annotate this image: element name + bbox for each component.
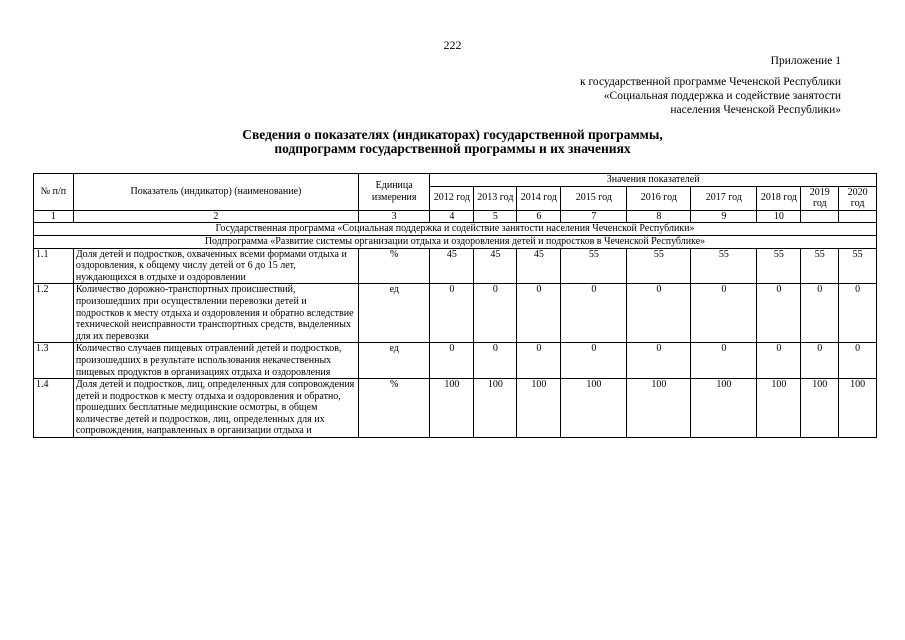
row-indicator: Количество случаев пищевых отравлений детей и подростков, произошедших в результате использования некачественных пищевых продуктов в организациях отдыха и оздоровления (73, 343, 358, 379)
column-number: 4 (430, 210, 474, 223)
column-number: 3 (359, 210, 430, 223)
column-number: 6 (517, 210, 561, 223)
row-value: 55 (691, 248, 757, 284)
row-value: 55 (801, 248, 839, 284)
table-row (34, 343, 877, 379)
column-number: 8 (627, 210, 691, 223)
column-number: 7 (561, 210, 627, 223)
row-value: 55 (561, 248, 627, 284)
row-value: 0 (801, 284, 839, 343)
column-number (839, 210, 877, 223)
header-year: 2014 год (517, 186, 561, 210)
row-value: 100 (627, 379, 691, 438)
header-year: 2019 год (801, 186, 839, 210)
row-value: 0 (474, 343, 517, 379)
row-value: 0 (430, 343, 474, 379)
row-value: 100 (801, 379, 839, 438)
row-value: 0 (757, 343, 801, 379)
row-indicator: Доля детей и подростков, лиц, определенных для сопровождения детей и подростков к месту отдыха и оздоровления и обратно, прошедших бесплатные медицинские осмотры, в общем количестве детей и подростков, лиц, определенных для их сопровождения, направленных в организации отдыха и (73, 379, 358, 438)
heading-line-2: подпрограмм государственной программы и их значениях (274, 141, 631, 156)
row-indicator: Доля детей и подростков, охваченных всеми формами отдыха и оздоровления, к общему числу детей от 6 до 15 лет, нуждающихся в отдыхе и оздоровлении (73, 248, 358, 284)
table-row (34, 248, 877, 284)
header-year: 2020 год (839, 186, 877, 210)
row-value: 0 (561, 343, 627, 379)
table-row (34, 284, 877, 343)
annex-line-1: к государственной программе Чеченской Республики (580, 76, 841, 88)
header-unit: Единица измерения (359, 174, 430, 211)
annex-line-2: «Социальная поддержка и содействие занятости (603, 90, 841, 102)
row-value: 0 (430, 284, 474, 343)
row-unit: % (359, 379, 430, 438)
row-value: 0 (757, 284, 801, 343)
row-unit: % (359, 248, 430, 284)
row-value: 100 (757, 379, 801, 438)
row-value: 100 (474, 379, 517, 438)
header-year: 2012 год (430, 186, 474, 210)
row-unit: ед (359, 343, 430, 379)
row-value: 55 (757, 248, 801, 284)
column-number: 5 (474, 210, 517, 223)
annex-line-3: населения Чеченской Республики» (670, 104, 841, 116)
program-title: Государственная программа «Социальная поддержка и содействие занятости населения Чеченской Республики» (34, 223, 877, 236)
page-number: 222 (443, 38, 462, 52)
header-year: 2018 год (757, 186, 801, 210)
heading-line-1: Сведения о показателях (индикаторах) государственной программы, (242, 127, 663, 142)
row-value: 45 (517, 248, 561, 284)
row-value: 0 (691, 284, 757, 343)
row-value: 100 (561, 379, 627, 438)
header-year: 2015 год (561, 186, 627, 210)
column-number (801, 210, 839, 223)
annex-block (580, 54, 841, 117)
header-values-group: Значения показателей (430, 174, 877, 187)
column-number: 1 (34, 210, 74, 223)
row-value: 0 (839, 343, 877, 379)
row-value: 0 (691, 343, 757, 379)
row-value: 0 (627, 284, 691, 343)
program-row (34, 223, 877, 236)
column-number: 10 (757, 210, 801, 223)
header-year: 2017 год (691, 186, 757, 210)
subprogram-title: Подпрограмма «Развитие системы организации отдыха и оздоровления детей и подростков в Чеченской Республике» (34, 235, 877, 248)
header-year: 2013 год (474, 186, 517, 210)
row-value: 0 (839, 284, 877, 343)
indicators-table (33, 173, 877, 438)
column-number: 2 (73, 210, 358, 223)
row-indicator: Количество дорожно-транспортных происшествий, произошедших при осуществлении перевозки детей и подростков к месту отдыха и оздоровления и обратно вследствие технической неисправности транспортных средств, выделенных для их перевозки (73, 284, 358, 343)
row-value: 45 (474, 248, 517, 284)
header-num: № п/п (34, 174, 74, 211)
subprogram-row (34, 235, 877, 248)
annex-title: Приложение 1 (770, 55, 841, 67)
header-indicator: Показатель (индикатор) (наименование) (73, 174, 358, 211)
row-num: 1.2 (34, 284, 74, 343)
row-value: 0 (561, 284, 627, 343)
column-number-row (34, 210, 877, 223)
row-unit: ед (359, 284, 430, 343)
header-year: 2016 год (627, 186, 691, 210)
row-num: 1.4 (34, 379, 74, 438)
header-row-1 (34, 174, 877, 187)
row-value: 55 (839, 248, 877, 284)
row-value: 100 (517, 379, 561, 438)
row-value: 100 (691, 379, 757, 438)
document-heading (0, 128, 905, 156)
row-value: 0 (627, 343, 691, 379)
row-value: 100 (430, 379, 474, 438)
column-number: 9 (691, 210, 757, 223)
row-value: 0 (517, 284, 561, 343)
row-value: 100 (839, 379, 877, 438)
row-value: 45 (430, 248, 474, 284)
row-num: 1.1 (34, 248, 74, 284)
row-value: 0 (801, 343, 839, 379)
row-value: 0 (474, 284, 517, 343)
row-value: 0 (517, 343, 561, 379)
row-value: 55 (627, 248, 691, 284)
table-row (34, 379, 877, 438)
row-num: 1.3 (34, 343, 74, 379)
